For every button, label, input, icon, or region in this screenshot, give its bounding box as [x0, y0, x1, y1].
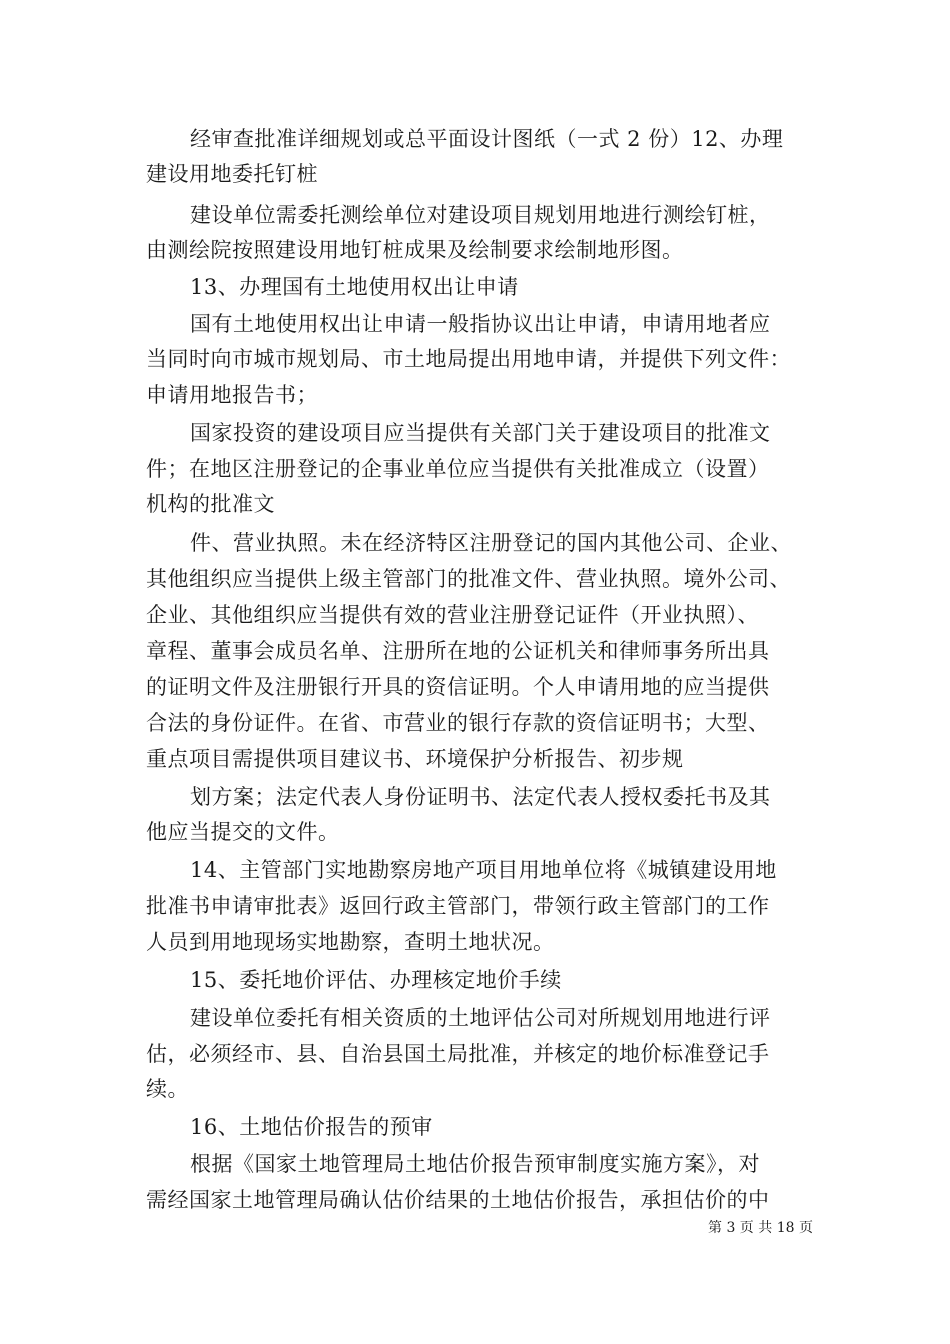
- section-heading: 16、土地估价报告的预审: [190, 1115, 433, 1139]
- paragraph-line: 当同时向市城市规划局、市土地局提出用地申请，并提供下列文件：: [146, 347, 791, 371]
- paragraph-line: 国有土地使用权出让申请一般指协议出让申请，申请用地者应: [190, 312, 771, 336]
- paragraph-line: 人员到用地现场实地勘察，查明土地状况。: [146, 930, 555, 954]
- paragraph-line: 的证明文件及注册银行开具的资信证明。个人申请用地的应当提供: [146, 675, 770, 699]
- section-heading: 15、委托地价评估、办理核定地价手续: [190, 968, 562, 992]
- page-number-footer: 第 3 页 共 18 页: [708, 1220, 813, 1236]
- paragraph-line: 件；在地区注册登记的企事业单位应当提供有关批准成立（设置）: [146, 457, 770, 481]
- paragraph-line: 建设单位委托有相关资质的土地评估公司对所规划用地进行评: [190, 1006, 771, 1030]
- section-heading: 13、办理国有土地使用权出让申请: [190, 275, 519, 299]
- paragraph-line: 合法的身份证件。在省、市营业的银行存款的资信证明书；大型、: [146, 711, 770, 735]
- paragraph-line: 机构的批准文: [146, 492, 275, 516]
- paragraph-line: 其他组织应当提供上级主管部门的批准文件、营业执照。境外公司、: [146, 567, 791, 591]
- paragraph-line: 件、营业执照。未在经济特区注册登记的国内其他公司、企业、: [190, 531, 792, 555]
- paragraph-line: 根据《国家土地管理局土地估价报告预审制度实施方案》，对: [190, 1152, 760, 1176]
- paragraph-line: 批准书申请审批表》返回行政主管部门，带领行政主管部门的工作: [146, 894, 770, 918]
- paragraph-line: 建设单位需委托测绘单位对建设项目规划用地进行测绘钉桩，: [190, 203, 771, 227]
- paragraph-line: 章程、董事会成员名单、注册所在地的公证机关和律师事务所出具: [146, 639, 770, 663]
- paragraph-line: 企业、其他组织应当提供有效的营业注册登记证件（开业执照）、: [146, 603, 759, 627]
- paragraph-line: 建设用地委托钉桩: [146, 162, 318, 186]
- paragraph-line: 重点项目需提供项目建议书、环境保护分析报告、初步规: [146, 747, 684, 771]
- paragraph-line: 申请用地报告书；: [146, 383, 318, 407]
- paragraph-line: 划方案；法定代表人身份证明书、法定代表人授权委托书及其: [190, 785, 771, 809]
- paragraph-line: 需经国家土地管理局确认估价结果的土地估价报告，承担估价的中: [146, 1188, 770, 1212]
- paragraph-line: 由测绘院按照建设用地钉桩成果及绘制要求绘制地形图。: [146, 238, 684, 262]
- paragraph-line: 他应当提交的文件。: [146, 820, 340, 844]
- paragraph-line: 经审查批准详细规划或总平面设计图纸（一式 2 份）12、办理: [190, 127, 784, 151]
- paragraph-line: 估，必须经市、县、自治县国土局批准，并核定的地价标准登记手: [146, 1042, 770, 1066]
- paragraph-line: 14、主管部门实地勘察房地产项目用地单位将《城镇建设用地: [190, 858, 777, 882]
- paragraph-line: 国家投资的建设项目应当提供有关部门关于建设项目的批准文: [190, 421, 771, 445]
- paragraph-line: 续。: [146, 1077, 189, 1101]
